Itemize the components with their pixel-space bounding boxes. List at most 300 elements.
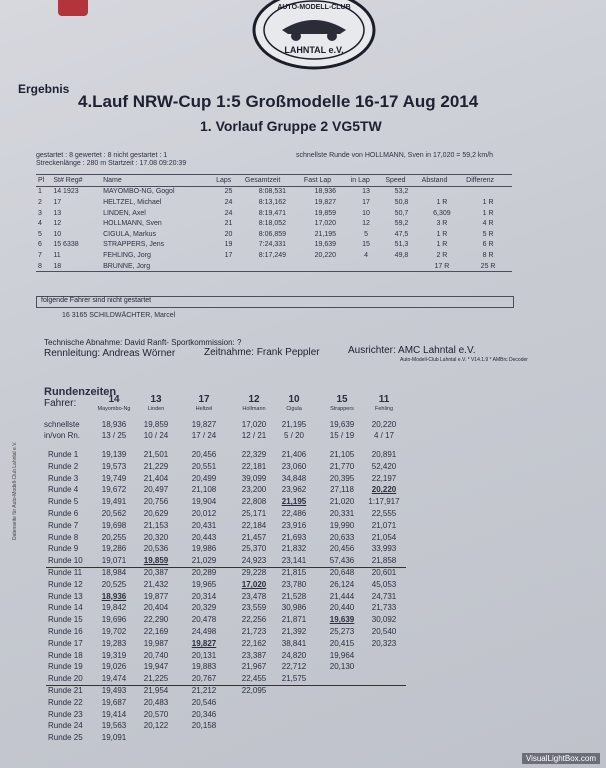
result-cell: HELTZEL, Michael bbox=[103, 198, 162, 206]
result-cell bbox=[349, 261, 384, 272]
lap-time-cell: 24,731 bbox=[371, 591, 397, 601]
lap-time-cell: 20,431 bbox=[191, 520, 217, 530]
result-cell bbox=[214, 261, 243, 272]
round-separator bbox=[46, 567, 406, 568]
driver-number: 13 bbox=[150, 394, 162, 405]
lap-time-cell: 20,546 bbox=[191, 697, 217, 707]
lap-time-cell: 20,570 bbox=[143, 709, 169, 719]
lap-time-cell: 24,498 bbox=[191, 627, 217, 636]
result-cell: 5 R bbox=[482, 230, 494, 238]
lap-time-cell: 25,273 bbox=[329, 627, 355, 636]
result-cell: 1 R bbox=[436, 241, 448, 249]
result-cell: 17 bbox=[53, 198, 62, 206]
round-label: Runde 5 bbox=[48, 497, 79, 507]
result-cell: 13 bbox=[362, 188, 370, 196]
result-cell: 49,8 bbox=[394, 251, 409, 259]
fastest-lap-value: 19,639 bbox=[329, 420, 355, 429]
lap-time-cell: 19,563 bbox=[101, 721, 127, 731]
results-header bbox=[36, 175, 512, 187]
result-cell: FEHLING, Jorg bbox=[103, 251, 151, 259]
club-logo bbox=[252, 0, 376, 70]
fastest-lap-value: 21,195 bbox=[281, 420, 307, 429]
laps-title: Rundenzeiten bbox=[44, 386, 117, 398]
lap-time-cell: 21,029 bbox=[191, 556, 217, 566]
round-label: Runde 16 bbox=[48, 627, 83, 636]
result-cell: 15 6338 bbox=[53, 241, 79, 249]
not-started-row: 16 3165 SCHILDWÄCHTER, Marcel bbox=[62, 312, 176, 319]
results-table bbox=[36, 174, 512, 272]
invon-value: 4 / 17 bbox=[373, 431, 394, 440]
lap-time-cell: 30,986 bbox=[281, 603, 307, 613]
lap-time-cell: 26,124 bbox=[329, 579, 355, 589]
lap-time-cell: 20,329 bbox=[191, 603, 217, 613]
result-cell: 14 1923 bbox=[53, 188, 79, 196]
result-cell: 8 bbox=[38, 262, 42, 270]
lap-time-cell: 20,497 bbox=[143, 485, 169, 495]
lap-time-cell: 19,987 bbox=[143, 638, 169, 648]
result-cell: 8 R bbox=[482, 251, 494, 259]
lap-time-cell: 23,141 bbox=[281, 556, 307, 566]
result-cell: 1 R bbox=[482, 209, 494, 217]
lap-time-cell: 19,283 bbox=[101, 638, 127, 648]
red-tape bbox=[58, 0, 88, 16]
lap-time-cell: 22,181 bbox=[241, 461, 267, 471]
round-label: Runde 20 bbox=[48, 674, 83, 684]
col-name: Name bbox=[101, 175, 214, 187]
driver-name: Mayombo-Ng bbox=[97, 406, 131, 412]
round-label: Runde 12 bbox=[48, 579, 83, 589]
lap-time-cell: 21,406 bbox=[281, 450, 307, 459]
col-speed: Speed bbox=[383, 175, 419, 187]
lap-time-cell: 20,648 bbox=[329, 568, 355, 577]
result-cell: 6 bbox=[38, 241, 42, 249]
result-cell: 50,7 bbox=[394, 209, 409, 217]
round-label: Runde 15 bbox=[48, 615, 83, 625]
lap-time-cell: 21,404 bbox=[143, 473, 169, 483]
result-row bbox=[36, 186, 512, 197]
result-cell: 10 bbox=[53, 230, 62, 238]
meta-track: Streckenlänge : 280 m Startzeit : 17.08 09:20:39 bbox=[36, 160, 187, 167]
result-cell: 5 bbox=[364, 230, 368, 238]
invon-value: 13 / 25 bbox=[101, 431, 127, 440]
driver-number: 12 bbox=[248, 394, 260, 405]
driver-name: Fehling bbox=[374, 406, 394, 412]
fastest-label: schnellste bbox=[44, 420, 80, 429]
result-cell: 8:18,052 bbox=[258, 220, 287, 228]
lap-time-cell: 19,139 bbox=[101, 450, 127, 459]
result-cell: 24 bbox=[224, 198, 233, 206]
result-cell: 4 R bbox=[482, 220, 494, 228]
round-label: Runde 23 bbox=[48, 709, 83, 719]
side-note: Datenseite für Auto-Modell-Club Lahntal e.V. bbox=[12, 441, 18, 540]
lap-time-cell: 22,095 bbox=[241, 686, 267, 695]
result-row bbox=[36, 261, 512, 272]
lap-time-cell: 20,130 bbox=[329, 662, 355, 672]
result-cell: 8:19,471 bbox=[258, 209, 287, 217]
result-cell: 20 bbox=[224, 230, 233, 238]
round-label: Runde 3 bbox=[48, 473, 79, 483]
result-cell bbox=[464, 186, 512, 197]
lap-time-cell: 30,092 bbox=[371, 615, 397, 625]
lap-time-cell: 20,323 bbox=[371, 638, 397, 648]
col-gap: Abstand bbox=[420, 175, 464, 187]
result-cell: 59,2 bbox=[394, 220, 409, 228]
lap-time-cell: 23,916 bbox=[281, 520, 307, 530]
result-cell bbox=[302, 261, 349, 272]
lap-time-cell: 21,153 bbox=[143, 520, 169, 530]
result-cell: 1 R bbox=[482, 198, 494, 206]
lap-time-cell: 19,319 bbox=[101, 650, 127, 660]
round-label: Runde 9 bbox=[48, 544, 79, 554]
result-row bbox=[36, 197, 512, 208]
round-label: Runde 18 bbox=[48, 650, 83, 660]
lap-time-cell: 21,528 bbox=[281, 591, 307, 601]
result-cell: 2 R bbox=[436, 251, 448, 259]
col-fastlap: Fast Lap bbox=[302, 175, 349, 187]
lap-time-cell: 23,962 bbox=[281, 485, 307, 495]
lap-time-cell: 20,551 bbox=[191, 461, 217, 471]
lap-time-cell: 19,091 bbox=[101, 733, 127, 743]
lap-time-cell: 21,054 bbox=[371, 532, 397, 542]
result-cell: 17 bbox=[362, 198, 370, 206]
driver-name: Linden bbox=[147, 406, 165, 412]
lap-time-cell: 21,832 bbox=[281, 544, 307, 554]
result-cell: STRAPPERS, Jens bbox=[103, 241, 165, 249]
round-label: Runde 7 bbox=[48, 520, 79, 530]
lap-time-cell: 23,478 bbox=[241, 591, 267, 601]
lap-time-cell: 20,131 bbox=[191, 650, 217, 660]
lap-time-cell: 19,827 bbox=[191, 638, 217, 648]
lap-time-cell: 21,858 bbox=[371, 556, 397, 566]
lap-time-cell: 21,733 bbox=[371, 603, 397, 613]
result-cell: BRUNNE, Jorg bbox=[103, 262, 151, 270]
round-label: Runde 2 bbox=[48, 461, 79, 471]
lap-time-cell: 21,575 bbox=[281, 674, 307, 684]
lap-time-cell: 19,842 bbox=[101, 603, 127, 613]
logo-top-text: AUTO-MODELL-CLUB bbox=[277, 4, 351, 11]
lap-time-cell: 21,020 bbox=[329, 497, 355, 507]
lap-time-cell: 25,171 bbox=[241, 509, 267, 518]
result-cell: 25 bbox=[224, 188, 233, 196]
lap-time-cell: 21,871 bbox=[281, 615, 307, 625]
result-cell: 18 bbox=[53, 262, 62, 270]
lap-time-cell: 39,099 bbox=[241, 473, 267, 483]
lap-time-cell: 20,331 bbox=[329, 509, 355, 518]
lap-time-cell: 23,387 bbox=[241, 650, 267, 660]
result-cell: 13 bbox=[53, 209, 62, 217]
ergebnis-label: Ergebnis bbox=[18, 82, 70, 96]
result-cell: HOLLMANN, Sven bbox=[103, 220, 162, 228]
col-stnr: St# Reg# bbox=[51, 175, 101, 187]
lap-time-cell: 21,105 bbox=[329, 450, 355, 459]
result-cell: 3 bbox=[38, 209, 42, 217]
lap-time-cell: 20,220 bbox=[371, 485, 397, 495]
invon-value: 5 / 20 bbox=[283, 431, 304, 440]
lap-time-cell: 22,169 bbox=[143, 627, 169, 636]
result-cell: 6 R bbox=[482, 241, 494, 249]
result-cell: 7:24,331 bbox=[258, 241, 287, 249]
lap-time-cell: 19,474 bbox=[101, 674, 127, 684]
result-cell: 51,3 bbox=[394, 241, 409, 249]
lap-time-cell: 19,026 bbox=[101, 662, 127, 672]
driver-number: 15 bbox=[336, 394, 348, 405]
lap-time-cell: 21,444 bbox=[329, 591, 355, 601]
lap-time-cell: 20,387 bbox=[143, 568, 169, 577]
lap-time-cell: 21,071 bbox=[371, 520, 397, 530]
round-separator bbox=[46, 685, 406, 686]
result-cell: 12 bbox=[53, 220, 62, 228]
lap-time-cell: 19,877 bbox=[143, 591, 169, 601]
lap-time-cell: 20,601 bbox=[371, 568, 397, 577]
round-label: Runde 22 bbox=[48, 697, 83, 707]
fastest-lap-value: 19,859 bbox=[143, 420, 169, 429]
lap-time-cell: 57,436 bbox=[329, 556, 355, 566]
result-cell: 19,859 bbox=[314, 209, 337, 217]
result-cell: 7 bbox=[38, 251, 42, 259]
lap-time-cell: 20,289 bbox=[191, 568, 217, 577]
result-cell: 6,309 bbox=[433, 209, 451, 217]
lap-time-cell: 20,314 bbox=[191, 591, 217, 601]
race-title: 4.Lauf NRW-Cup 1:5 Großmodelle 16-17 Aug 2014 bbox=[78, 92, 479, 111]
result-cell: 47,5 bbox=[394, 230, 409, 238]
lap-time-cell: 19,990 bbox=[329, 520, 355, 530]
result-cell: 8:17,249 bbox=[258, 251, 287, 259]
lap-time-cell: 21,225 bbox=[143, 674, 169, 684]
lap-time-cell: 20,740 bbox=[143, 650, 169, 660]
lap-time-cell: 22,162 bbox=[241, 638, 267, 648]
watermark: VisualLightBox.com bbox=[522, 753, 600, 764]
result-cell: CIGULA, Markus bbox=[103, 230, 156, 238]
lap-time-cell: 25,370 bbox=[241, 544, 267, 554]
col-pl: Pl bbox=[36, 175, 51, 187]
result-cell: 24 bbox=[224, 209, 233, 217]
lap-time-cell: 17,020 bbox=[241, 579, 267, 589]
lap-time-cell: 20,012 bbox=[191, 509, 217, 518]
lap-time-cell: 20,158 bbox=[191, 721, 217, 731]
lap-time-cell: 20,499 bbox=[191, 473, 217, 483]
lap-time-cell: 19,573 bbox=[101, 461, 127, 471]
lap-time-cell: 19,414 bbox=[101, 709, 127, 719]
lap-time-cell: 19,904 bbox=[191, 497, 217, 507]
lap-time-cell: 33,993 bbox=[371, 544, 397, 554]
lap-time-cell: 20,483 bbox=[143, 697, 169, 707]
lap-time-cell: 19,286 bbox=[101, 544, 127, 554]
col-total: Gesamtzeit bbox=[243, 175, 302, 187]
invon-value: 15 / 19 bbox=[329, 431, 355, 440]
result-cell: 3 R bbox=[436, 220, 448, 228]
round-label: Runde 14 bbox=[48, 603, 83, 613]
lap-time-cell: 22,486 bbox=[281, 509, 307, 518]
result-cell: 10 bbox=[362, 209, 370, 217]
lap-time-cell: 19,702 bbox=[101, 627, 127, 636]
result-cell: 53,2 bbox=[394, 188, 409, 196]
result-cell: 17,020 bbox=[314, 220, 337, 228]
driver-name: Heltzel bbox=[195, 406, 213, 412]
result-cell: 1 bbox=[38, 188, 42, 196]
lap-time-cell: 19,672 bbox=[101, 485, 127, 495]
lap-time-cell: 22,329 bbox=[241, 450, 267, 459]
driver-name: Hollmann bbox=[242, 406, 266, 412]
lap-time-cell: 20,122 bbox=[143, 721, 169, 731]
result-cell bbox=[243, 261, 302, 272]
lap-time-cell: 21,770 bbox=[329, 461, 355, 471]
result-cell: 4 bbox=[364, 251, 368, 259]
col-inlap: in Lap bbox=[349, 175, 384, 187]
invon-label: in/von Rn. bbox=[44, 431, 81, 440]
result-cell bbox=[420, 186, 464, 197]
lap-time-cell: 21,457 bbox=[241, 532, 267, 542]
result-cell: 12 bbox=[362, 220, 370, 228]
result-cell: LINDEN, Axel bbox=[103, 209, 146, 217]
lap-time-cell: 20,525 bbox=[101, 579, 127, 589]
lap-time-cell: 20,255 bbox=[101, 532, 127, 542]
lap-time-cell: 19,687 bbox=[101, 697, 127, 707]
round-label: Runde 25 bbox=[48, 733, 83, 743]
lap-time-cell: 20,395 bbox=[329, 473, 355, 483]
lap-time-cell: 19,071 bbox=[101, 556, 127, 566]
lap-time-cell: 21,392 bbox=[281, 627, 307, 636]
lap-time-cell: 20,443 bbox=[191, 532, 217, 542]
lap-time-cell: 22,455 bbox=[241, 674, 267, 684]
meta-started: gestartet : 8 gewertet : 8 nicht gestartet : 1 bbox=[36, 152, 168, 159]
driver-number: 10 bbox=[288, 394, 300, 405]
lap-time-cell: 21,501 bbox=[143, 450, 169, 459]
round-label: Runde 1 bbox=[48, 450, 79, 459]
lap-time-cell: 24,820 bbox=[281, 650, 307, 660]
invon-value: 17 / 24 bbox=[191, 431, 217, 440]
lap-time-cell: 21,212 bbox=[191, 686, 217, 695]
result-cell: 8:06,859 bbox=[258, 230, 287, 238]
not-started-box bbox=[36, 296, 514, 308]
lap-time-cell: 19,883 bbox=[191, 662, 217, 672]
lap-time-cell: 18,984 bbox=[101, 568, 127, 577]
officials-race: Rennleitung: Andreas Wörner bbox=[44, 348, 176, 359]
result-cell: 5 bbox=[38, 230, 42, 238]
fastest-lap-value: 19,827 bbox=[191, 420, 217, 429]
lap-time-cell: 20,440 bbox=[329, 603, 355, 613]
result-row bbox=[36, 250, 512, 261]
result-cell: 20,220 bbox=[314, 251, 337, 259]
lap-time-cell: 20,478 bbox=[191, 615, 217, 625]
officials-organizer: Ausrichter: AMC Lahntal e.V. bbox=[348, 345, 476, 356]
result-cell: 18,936 bbox=[314, 188, 337, 196]
lap-time-cell: 22,808 bbox=[241, 497, 267, 507]
lap-time-cell: 19,859 bbox=[143, 556, 169, 566]
officials-timing: Zeitnahme: Frank Peppler bbox=[204, 347, 320, 358]
lap-time-cell: 21,195 bbox=[281, 497, 307, 507]
result-cell: 1 R bbox=[436, 230, 448, 238]
result-cell: 8:13,162 bbox=[258, 198, 287, 206]
lap-time-cell: 20,629 bbox=[143, 509, 169, 518]
result-cell: 21,195 bbox=[314, 230, 337, 238]
result-cell: 2 bbox=[38, 198, 42, 206]
lap-time-cell: 20,415 bbox=[329, 638, 355, 648]
driver-number: 11 bbox=[378, 394, 390, 405]
result-cell: 17 bbox=[224, 251, 233, 259]
lap-time-cell: 21,693 bbox=[281, 532, 307, 542]
result-cell: 17 R bbox=[434, 262, 450, 270]
fastest-lap-value: 20,220 bbox=[371, 420, 397, 429]
lap-time-cell: 27,118 bbox=[330, 485, 354, 495]
lap-time-cell: 20,540 bbox=[371, 627, 397, 636]
lap-time-cell: 20,536 bbox=[143, 544, 169, 554]
round-label: Runde 6 bbox=[48, 509, 79, 518]
lap-time-cell: 21,723 bbox=[241, 627, 267, 636]
result-cell: 15 bbox=[362, 241, 370, 249]
officials-tech: Technische Abnahme: David Ranft- Sportkommission: ? bbox=[44, 338, 242, 347]
result-cell: 1 R bbox=[436, 198, 448, 206]
lap-time-cell: 52,420 bbox=[371, 461, 397, 471]
fastest-lap-value: 18,936 bbox=[101, 420, 127, 429]
lap-time-cell: 22,256 bbox=[241, 615, 267, 625]
result-row bbox=[36, 208, 512, 219]
lap-time-cell: 1:17,917 bbox=[368, 497, 400, 507]
invon-value: 10 / 24 bbox=[143, 431, 169, 440]
driver-number: 14 bbox=[108, 394, 120, 405]
lap-time-cell: 19,964 bbox=[329, 650, 355, 660]
results-body bbox=[36, 186, 512, 272]
lap-time-cell: 19,493 bbox=[101, 686, 127, 695]
not-started-label: folgende Fahrer sind nicht gestartet bbox=[41, 297, 152, 304]
round-label: Runde 13 bbox=[48, 591, 83, 601]
lap-time-cell: 23,780 bbox=[281, 579, 307, 589]
round-label: Runde 4 bbox=[48, 485, 79, 495]
lap-time-cell: 20,767 bbox=[191, 674, 217, 684]
driver-name: Strappers bbox=[330, 406, 354, 412]
lap-time-cell: 20,456 bbox=[329, 544, 355, 554]
fahrer-label: Fahrer: bbox=[44, 398, 77, 409]
lap-time-cell: 19,639 bbox=[329, 615, 355, 625]
result-cell: MAYOMBO-NG, Gogol bbox=[103, 188, 175, 196]
lap-time-cell: 29,228 bbox=[241, 568, 267, 577]
lap-time-cell: 21,967 bbox=[241, 662, 267, 672]
result-cell: 50,8 bbox=[394, 198, 409, 206]
result-cell: 11 bbox=[53, 251, 61, 259]
lap-time-cell: 21,954 bbox=[143, 686, 169, 695]
col-laps: Laps bbox=[214, 175, 243, 187]
lap-time-cell: 23,559 bbox=[241, 603, 267, 613]
result-cell bbox=[383, 261, 419, 272]
lap-time-cell: 20,891 bbox=[371, 450, 397, 459]
result-row bbox=[36, 229, 512, 240]
round-label: Runde 19 bbox=[48, 662, 83, 672]
result-cell: 8:08,531 bbox=[258, 188, 287, 196]
lap-time-cell: 45,053 bbox=[371, 579, 397, 589]
result-cell: 19,827 bbox=[314, 198, 337, 206]
lap-time-cell: 19,965 bbox=[191, 579, 217, 589]
lap-time-cell: 24,923 bbox=[241, 556, 267, 566]
lap-time-cell: 34,848 bbox=[281, 473, 307, 483]
lap-time-cell: 23,200 bbox=[241, 485, 267, 495]
result-cell: 25 R bbox=[480, 262, 496, 270]
round-label: Runde 8 bbox=[48, 532, 79, 542]
lap-time-cell: 22,197 bbox=[371, 473, 397, 483]
result-cell: 21 bbox=[224, 220, 233, 228]
round-label: Runde 17 bbox=[48, 638, 83, 648]
lap-time-cell: 18,936 bbox=[101, 591, 127, 601]
lap-time-cell: 20,756 bbox=[143, 497, 169, 507]
lap-time-cell: 19,698 bbox=[101, 520, 127, 530]
lap-time-cell: 21,108 bbox=[191, 485, 217, 495]
lap-time-cell: 38,841 bbox=[281, 638, 307, 648]
logo-bottom-text: LAHNTAL e.V. bbox=[284, 45, 344, 55]
lap-time-cell: 22,712 bbox=[281, 662, 307, 672]
round-label: Runde 24 bbox=[48, 721, 83, 731]
lap-time-cell: 19,491 bbox=[101, 497, 127, 507]
round-label: Runde 21 bbox=[48, 686, 83, 695]
lap-time-cell: 20,456 bbox=[191, 450, 217, 459]
invon-value: 12 / 21 bbox=[241, 431, 267, 440]
